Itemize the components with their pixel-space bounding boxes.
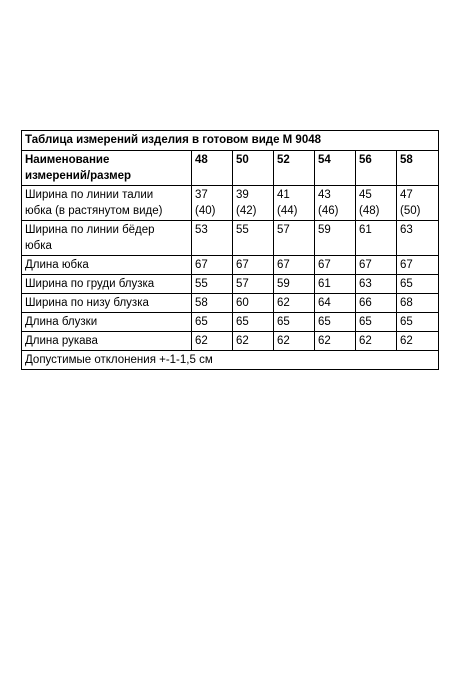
value-cell [356, 332, 397, 351]
value-cell [315, 313, 356, 332]
value-cell [315, 221, 356, 256]
value-cell [397, 186, 439, 221]
measurement-name-line1: Ширина по линии талии [25, 189, 154, 201]
measurement-sheet [21, 130, 438, 370]
value-cell [397, 221, 439, 256]
header-label [22, 151, 192, 186]
measurement-name-line2: юбка (в растянутом виде) [25, 205, 163, 217]
value-cell [233, 332, 274, 351]
value-main: 68 [400, 297, 413, 309]
size-header: 52 [274, 151, 315, 186]
value-secondary: (46) [318, 205, 339, 217]
value-main: 62 [277, 335, 290, 347]
value-main: 37 [195, 189, 208, 201]
data-rows [22, 186, 439, 351]
value-secondary: (40) [195, 205, 216, 217]
measurement-table [21, 130, 439, 370]
value-cell [233, 256, 274, 275]
table-row [22, 332, 439, 351]
value-main: 62 [195, 335, 208, 347]
size-header: 54 [315, 151, 356, 186]
table-row [22, 186, 439, 221]
value-main: 47 [400, 189, 413, 201]
value-cell [192, 313, 233, 332]
value-cell [233, 221, 274, 256]
value-main: 67 [277, 259, 290, 271]
value-main: 62 [400, 335, 413, 347]
header-label-line2: измерений/размер [25, 170, 132, 182]
value-main: 61 [318, 278, 331, 290]
measurement-name [22, 332, 192, 351]
value-cell [192, 294, 233, 313]
value-cell [397, 332, 439, 351]
value-main: 41 [277, 189, 290, 201]
value-cell [274, 221, 315, 256]
value-cell [397, 294, 439, 313]
measurement-name [22, 256, 192, 275]
table-row [22, 221, 439, 256]
measurement-name-line1: Ширина по низу блузка [25, 297, 149, 309]
size-header: 48 [192, 151, 233, 186]
value-main: 59 [318, 224, 331, 236]
measurement-name [22, 186, 192, 221]
value-main: 63 [400, 224, 413, 236]
value-cell [233, 294, 274, 313]
value-main: 67 [318, 259, 331, 271]
measurement-name-line1: Длина блузки [25, 316, 98, 328]
value-cell [397, 256, 439, 275]
value-cell [274, 256, 315, 275]
value-main: 63 [359, 278, 372, 290]
header-row [22, 151, 439, 186]
value-cell [315, 332, 356, 351]
value-cell [315, 256, 356, 275]
value-cell [192, 221, 233, 256]
value-cell [274, 275, 315, 294]
value-cell [356, 256, 397, 275]
measurement-name-line1: Ширина по линии бёдер [25, 224, 155, 236]
value-main: 65 [195, 316, 208, 328]
value-secondary: (42) [236, 205, 257, 217]
measurement-name [22, 294, 192, 313]
value-main: 57 [236, 278, 249, 290]
title-row [22, 131, 439, 151]
footer-row [22, 351, 439, 370]
value-main: 65 [359, 316, 372, 328]
value-cell [192, 275, 233, 294]
table-row [22, 256, 439, 275]
value-main: 53 [195, 224, 208, 236]
value-main: 45 [359, 189, 372, 201]
value-secondary: (50) [400, 205, 421, 217]
value-main: 61 [359, 224, 372, 236]
value-main: 65 [318, 316, 331, 328]
value-cell [274, 294, 315, 313]
value-cell [274, 332, 315, 351]
value-cell [397, 275, 439, 294]
tolerance-note: Допустимые отклонения +-1-1,5 см [22, 351, 439, 370]
value-main: 39 [236, 189, 249, 201]
value-cell [274, 313, 315, 332]
value-cell [192, 256, 233, 275]
value-secondary: (48) [359, 205, 380, 217]
value-main: 67 [236, 259, 249, 271]
value-cell [233, 313, 274, 332]
value-main: 67 [400, 259, 413, 271]
value-cell [315, 294, 356, 313]
value-main: 65 [400, 316, 413, 328]
value-cell [356, 294, 397, 313]
value-cell [397, 313, 439, 332]
value-cell [233, 186, 274, 221]
value-main: 66 [359, 297, 372, 309]
value-main: 55 [236, 224, 249, 236]
size-header: 56 [356, 151, 397, 186]
value-cell [233, 275, 274, 294]
value-main: 62 [277, 297, 290, 309]
value-main: 62 [318, 335, 331, 347]
measurement-name-line1: Длина юбка [25, 259, 89, 271]
measurement-name-line1: Длина рукава [25, 335, 98, 347]
header-label-line1: Наименование [25, 154, 110, 166]
measurement-name [22, 313, 192, 332]
value-cell [274, 186, 315, 221]
value-main: 65 [400, 278, 413, 290]
value-main: 62 [236, 335, 249, 347]
table-title: Таблица измерений изделия в готовом виде М 9048 [22, 131, 439, 151]
value-main: 65 [236, 316, 249, 328]
value-main: 67 [359, 259, 372, 271]
value-main: 64 [318, 297, 331, 309]
value-cell [315, 275, 356, 294]
value-cell [192, 186, 233, 221]
value-main: 67 [195, 259, 208, 271]
value-main: 65 [277, 316, 290, 328]
value-main: 60 [236, 297, 249, 309]
table-row [22, 294, 439, 313]
value-cell [192, 332, 233, 351]
value-main: 57 [277, 224, 290, 236]
size-header: 58 [397, 151, 439, 186]
value-cell [356, 313, 397, 332]
value-main: 58 [195, 297, 208, 309]
measurement-name-line1: Ширина по груди блузка [25, 278, 155, 290]
value-cell [356, 186, 397, 221]
value-cell [315, 186, 356, 221]
measurement-name [22, 221, 192, 256]
table-row [22, 313, 439, 332]
value-secondary: (44) [277, 205, 298, 217]
value-main: 59 [277, 278, 290, 290]
size-header: 50 [233, 151, 274, 186]
value-cell [356, 275, 397, 294]
measurement-name-line2: юбка [25, 240, 52, 252]
value-main: 43 [318, 189, 331, 201]
value-cell [356, 221, 397, 256]
value-main: 55 [195, 278, 208, 290]
measurement-name [22, 275, 192, 294]
table-row [22, 275, 439, 294]
value-main: 62 [359, 335, 372, 347]
